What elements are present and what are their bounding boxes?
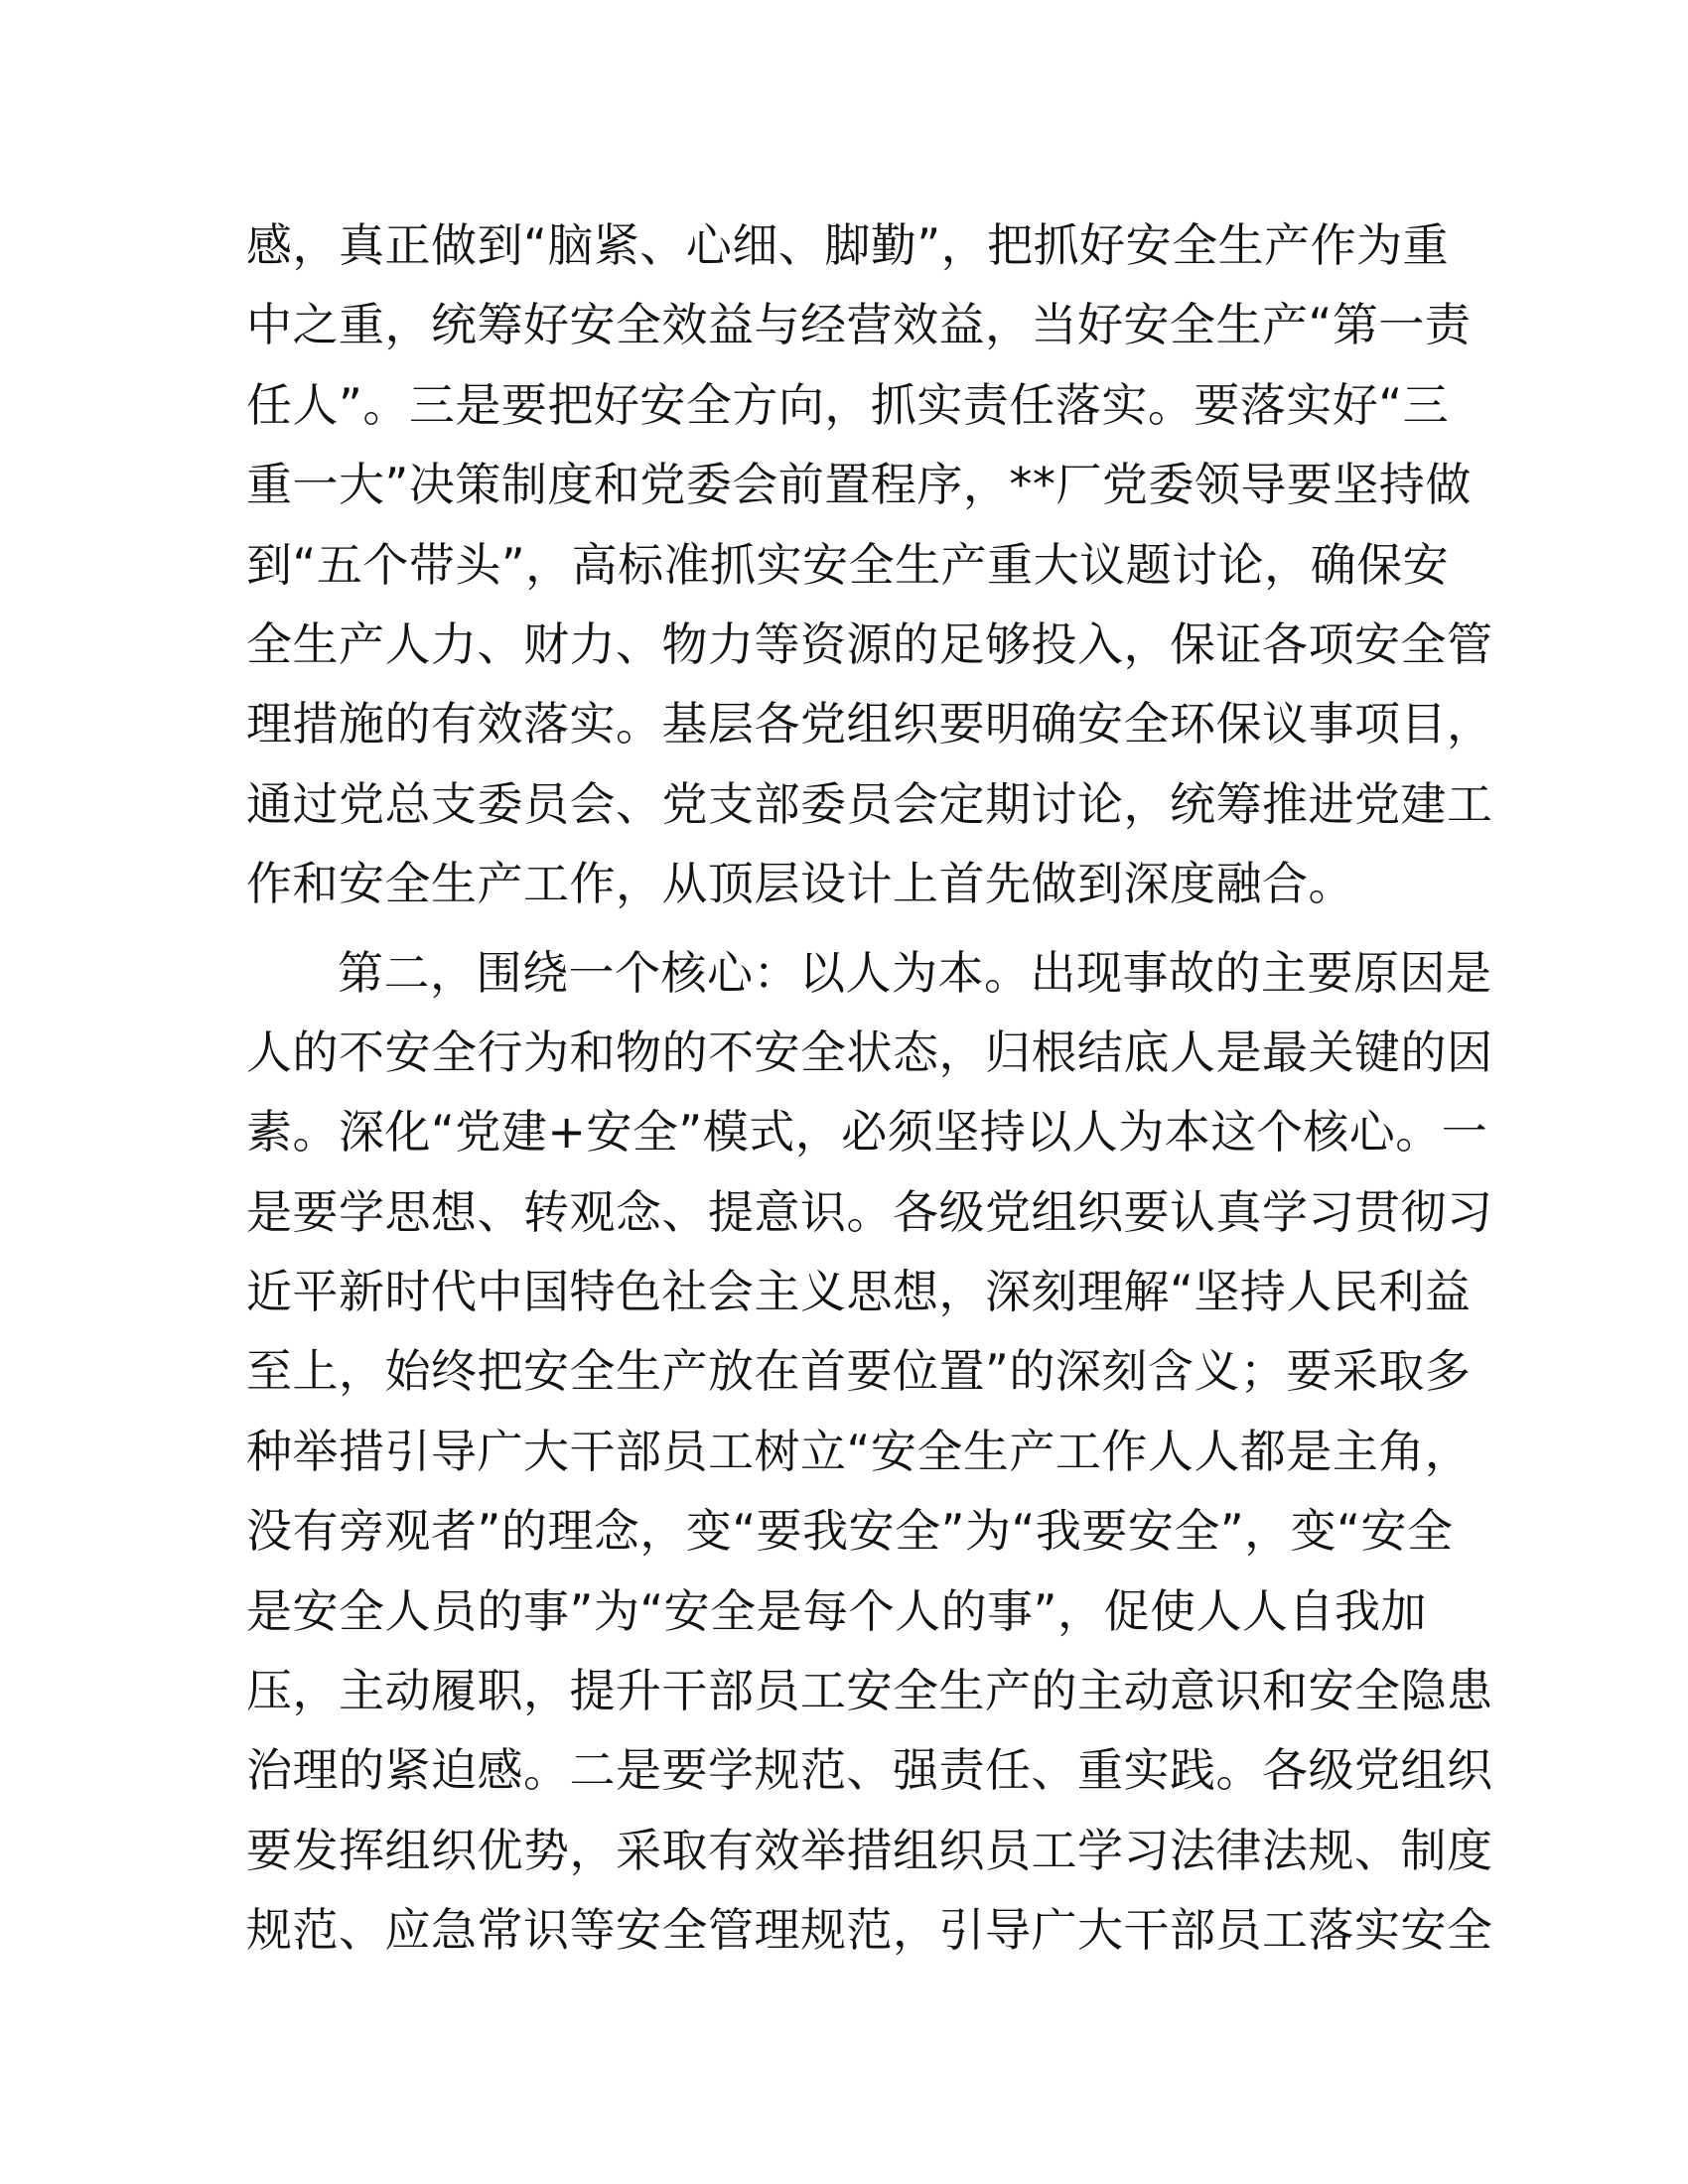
text-line: 近平新时代中国特色社会主义思想，深刻理解“坚持人民利益 <box>246 1265 1472 1319</box>
text-line: 规范、应急常识等安全管理规范，引导广大干部员工落实安全 <box>246 1903 1493 1958</box>
text-line: 至上，始终把安全生产放在首要位置”的深刻含义；要采取多 <box>246 1344 1472 1399</box>
text-line: 任人”。三是要把好安全方向，抓实责任落实。要落实好“三 <box>246 377 1450 432</box>
text-line: 到“五个带头”，高标准抓实安全生产重大议题讨论，确保安 <box>246 537 1450 592</box>
text-line: 没有旁观者”的理念，变“要我安全”为“我要安全”，变“安全 <box>246 1504 1454 1559</box>
paragraph-2 <box>246 933 1493 1971</box>
text-line: 种举措引导广大干部员工树立“安全生产工作人人都是主角， <box>246 1424 1472 1478</box>
text-line: 作和安全生产工作，从顶层设计上首先做到深度融合。 <box>246 857 1354 911</box>
text-line: 中之重，统筹好安全效益与经营效益，当好安全生产“第一责 <box>246 298 1472 352</box>
text-line: 是要学思想、转观念、提意识。各级党组织要认真学习贯彻习 <box>246 1184 1493 1239</box>
text-line: 感，真正做到“脑紧、心细、脚勤”，把抓好安全生产作为重 <box>246 218 1450 272</box>
text-line: 素。深化“党建+安全”模式，必须坚持以人为本这个核心。一 <box>246 1105 1488 1160</box>
text-line: 治理的紧迫感。二是要学规范、强责任、重实践。各级党组织 <box>246 1743 1493 1798</box>
text-line: 人的不安全行为和物的不安全状态，归根结底人是最关键的因 <box>246 1024 1493 1079</box>
text-line: 是安全人员的事”为“安全是每个人的事”，促使人人自我加 <box>246 1583 1427 1638</box>
text-line-first: 第二，围绕一个核心：以人为本。出现事故的主要原因是 <box>338 945 1492 1000</box>
paragraph-1 <box>246 205 1493 924</box>
text-line: 全生产人力、财力、物力等资源的足够投入，保证各项安全管 <box>246 616 1493 671</box>
text-line: 压，主动履职，提升干部员工安全生产的主动意识和安全隐患 <box>246 1664 1493 1718</box>
text-line: 要发挥组织优势，采取有效举措组织员工学习法律法规、制度 <box>246 1823 1493 1877</box>
body-text <box>246 205 1493 1971</box>
text-line: 重一大”决策制度和党委会前置程序，**厂党委领导要坚持做 <box>246 458 1472 512</box>
text-line: 通过党总支委员会、党支部委员会定期讨论，统筹推进党建工 <box>246 776 1493 831</box>
paragraph-spacer <box>246 924 1438 933</box>
text-line: 理措施的有效落实。基层各党组织要明确安全环保议事项目， <box>246 697 1493 751</box>
